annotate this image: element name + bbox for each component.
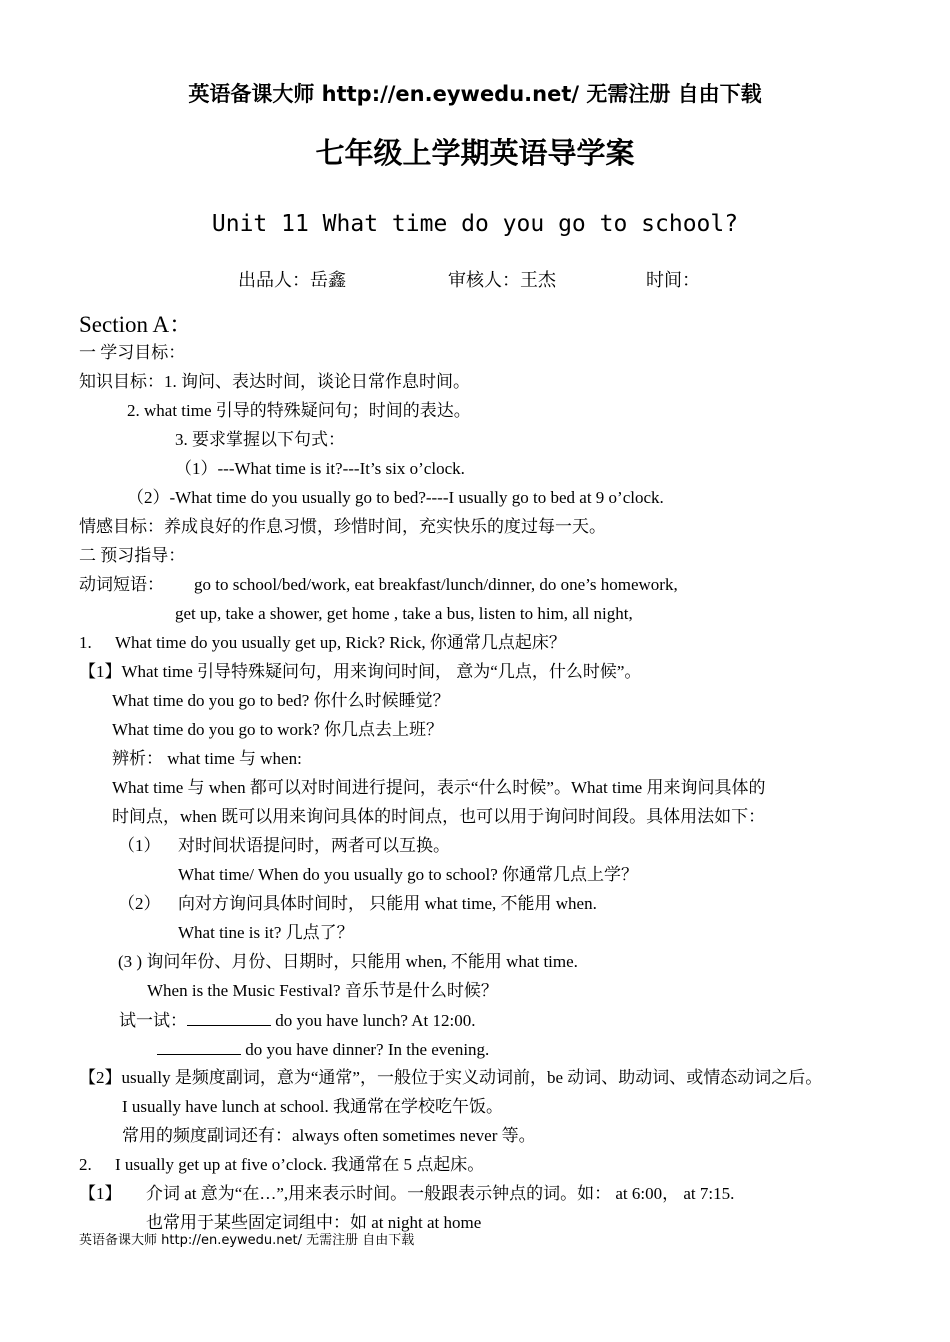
text-line: 也常用于某些固定词组中：如 at night at home <box>146 1213 482 1232</box>
item-number: （2） <box>118 894 161 913</box>
answer-blank[interactable] <box>157 1038 241 1055</box>
text-line: 辨析： what time 与 when: <box>112 749 302 768</box>
text-line: 介词 at 意为“在…”,用来表示时间。一般跟表示钟点的词。如： at 6:00， at 7:15. <box>146 1184 735 1203</box>
text-line: 知识目标：1. 询问、表达时间，谈论日常作息时间。 <box>79 372 470 391</box>
text-line: 时间点，when 既可以用来询问具体的时间点，也可以用于询问时间段。具体用法如下： <box>112 807 766 826</box>
reviewer-credit: 审核人：王杰 <box>448 270 556 291</box>
exercise-line <box>157 1038 489 1061</box>
phrase-label: 动词短语： <box>79 575 164 594</box>
example-sentence: What time do you go to work? 你几点去上班？ <box>112 720 443 739</box>
item-number: 【1】 <box>79 1184 122 1203</box>
exercise-text: do you have lunch? At 12:00. <box>271 1011 476 1030</box>
text-line: (3 ) 询问年份、月份、日期时，只能用 when, 不能用 what time. <box>118 952 578 971</box>
page-footer: 英语备课大师 http://en.eywedu.net/ 无需注册 自由下载 <box>79 1233 415 1248</box>
exercise-label: 试一试： <box>119 1011 187 1030</box>
item-number: 2. <box>79 1155 92 1174</box>
document-title: 七年级上学期英语导学案 <box>315 136 635 170</box>
phrase-list: get up, take a shower, get home , take a bus, listen to him, all night, <box>175 604 633 623</box>
item-number: （1） <box>118 836 161 855</box>
example-sentence: （2）-What time do you usually go to bed?----I usually go to bed at 9 o’clock. <box>127 488 664 507</box>
example-sentence: What time/ When do you usually go to school? 你通常几点上学？ <box>178 865 639 884</box>
text-line: 向对方询问具体时间时， 只能用 what time, 不能用 when. <box>178 894 597 913</box>
unit-subtitle: Unit 11 What time do you go to school? <box>211 211 739 237</box>
producer-credit: 出品人：岳鑫 <box>238 270 346 291</box>
text-line: 常用的频度副词还有：always often sometimes never 等。 <box>122 1126 536 1145</box>
item-number: 1. <box>79 633 92 652</box>
text-line: 【2】usually 是频度副词，意为“通常”，一般位于实义动词前，be 动词、助动词、或情态动词之后。 <box>79 1068 823 1087</box>
exercise-line <box>119 1009 475 1032</box>
section-heading: Section A： <box>79 312 193 337</box>
example-sentence: When is the Music Festival? 音乐节是什么时候？ <box>147 981 498 1000</box>
example-sentence: What tine is it? 几点了？ <box>178 923 354 942</box>
phrase-list: go to school/bed/work, eat breakfast/lunch/dinner, do one’s homework, <box>194 575 678 594</box>
text-line: 2. what time 引导的特殊疑问句；时间的表达。 <box>127 401 471 420</box>
text-line: 情感目标：养成良好的作息习惯，珍惜时间，充实快乐的度过每一天。 <box>79 517 606 536</box>
text-line: 【1】What time 引导特殊疑问句，用来询问时间， 意为“几点，什么时候”。 <box>79 662 642 681</box>
exercise-text: do you have dinner? In the evening. <box>241 1040 490 1059</box>
page-header: 英语备课大师 http://en.eywedu.net/ 无需注册 自由下载 <box>188 82 762 106</box>
text-line: 对时间状语提问时，两者可以互换。 <box>178 836 450 855</box>
time-credit: 时间： <box>646 270 700 291</box>
text-line: What time 与 when 都可以对时间进行提问，表示“什么时候”。What time 用来询问具体的 <box>112 778 766 797</box>
heading-learning-goals: 一 学习目标： <box>79 343 186 362</box>
example-sentence: （1）---What time is it?---It’s six o’clock. <box>175 459 465 478</box>
text-line: 3. 要求掌握以下句式： <box>175 430 345 449</box>
example-sentence: I usually have lunch at school. 我通常在学校吃午饭。 <box>122 1097 504 1116</box>
answer-blank[interactable] <box>187 1009 271 1026</box>
example-sentence: What time do you go to bed? 你什么时候睡觉？ <box>112 691 450 710</box>
heading-preview-guide: 二 预习指导： <box>79 546 186 565</box>
text-line: What time do you usually get up, Rick? Rick, 你通常几点起床？ <box>115 633 566 652</box>
text-line: I usually get up at five o’clock. 我通常在 5 点起床。 <box>115 1155 485 1174</box>
